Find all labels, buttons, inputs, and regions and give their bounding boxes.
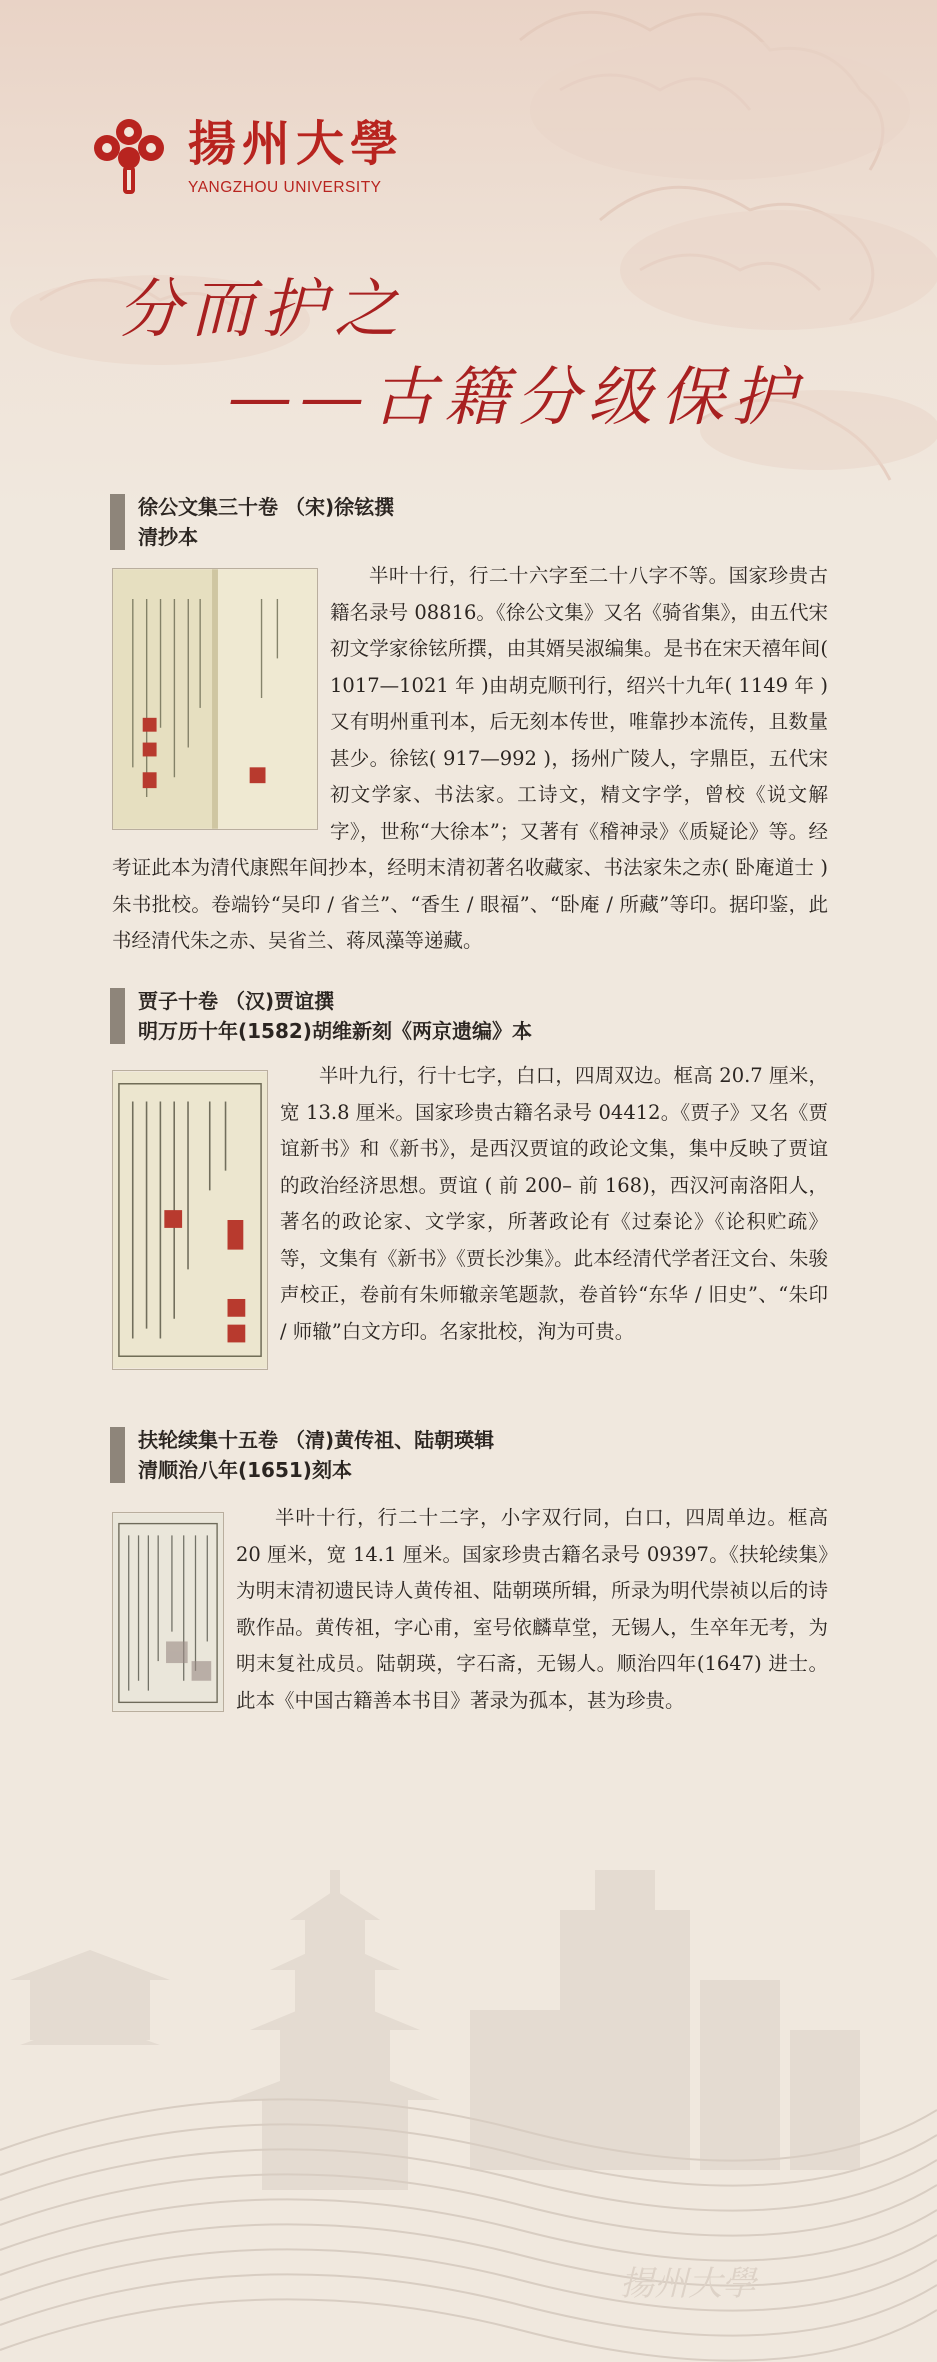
section-marker [110, 1427, 125, 1483]
section-marker [110, 494, 125, 550]
section-body-text: 半叶十行，行二十二字，小字双行同，白口，四周单边。框高 20 厘米，宽 14.1 厘米。国家珍贵古籍名录号 09397。《扶轮续集》为明末清初遗民诗人黄传祖、陆朝瑛所辑，所录为明代崇祯以后的诗歌作品。黄传祖，字心甫，室号依麟草堂，无锡人，生卒年无考，为明末复社成员。陆朝瑛，字石斋，无锡人。顺治四年(1647) 进士。此本《中国古籍善本书目》著录为孤本，甚为珍贵。 [236, 1506, 828, 1712]
section-subheading: 清顺治八年(1651)刻本 [138, 1458, 352, 1482]
university-name-en: YANGZHOU UNIVERSITY [188, 179, 382, 196]
section-marker [110, 988, 125, 1044]
university-logo [88, 108, 408, 198]
section-body-text: 半叶十行，行二十六字至二十八字不等。国家珍贵古籍名录号 08816。《徐公文集》又名《骑省集》，由五代宋初文学家徐铉所撰，由其婿吴淑编集。是书在宋天禧年间( 1017—1021 年 )由胡克顺刊行，绍兴十九年( 1149 年 )又有明州重刊本，后无刻本传世，唯靠抄本流传，且数量甚少。徐铉( 917—992 )，扬州广陵人，字鼎臣，五代宋初文学家、书法家。工诗文，精文字学，曾校《说文解字》，世称“大徐本”；又著有《稽神录》《质疑论》等。经考证此本为清代康熙年间抄本，经明末清初著名收藏家、书法家朱之赤( 卧庵道士 )朱书批校。卷端钤“吴印 / 省兰”、“香生 / 眼福”、“卧庵 / 所藏”等印。据印鉴，此书经清代朱之赤、吴省兰、蒋凤藻等递藏。 [112, 564, 828, 952]
section-heading: 贾子十卷 （汉)贾谊撰 [138, 989, 335, 1013]
section-heading: 扶轮续集十五卷 （清)黄传祖、陆朝瑛辑 [138, 1428, 495, 1452]
page-subtitle: ——古籍分级保护 [228, 361, 804, 435]
page-title: 分而护之 [118, 273, 406, 347]
section-heading: 徐公文集三十卷 （宋)徐铉撰 [138, 495, 395, 519]
university-emblem-icon [88, 112, 170, 196]
city-skyline-illustration [0, 1830, 937, 2362]
section-subheading: 明万历十年(1582)胡维新刻《两京遗编》本 [138, 1019, 532, 1043]
university-name-cn: 揚州大學 [188, 116, 405, 172]
watermark-text: 揚州大學 [620, 2264, 756, 2304]
section-subheading: 清抄本 [138, 525, 198, 549]
section-body-text: 半叶九行，行十七字，白口，四周双边。框高 20.7 厘米，宽 13.8 厘米。国家珍贵古籍名录号 04412。《贾子》又名《贾谊新书》和《新书》，是西汉贾谊的政论文集，集中反映了贾谊的政治经济思想。贾谊 ( 前 200– 前 168)，西汉河南洛阳人，著名的政论家、文学家，所著政论有《过秦论》《论积贮疏》等，文集有《新书》《贾长沙集》。此本经清代学者汪文台、朱骏声校正，卷前有朱师辙亲笔题款，卷首钤“东华 / 旧史”、“朱印 / 师辙”白文方印。名家批校，洵为可贵。 [280, 1064, 828, 1343]
